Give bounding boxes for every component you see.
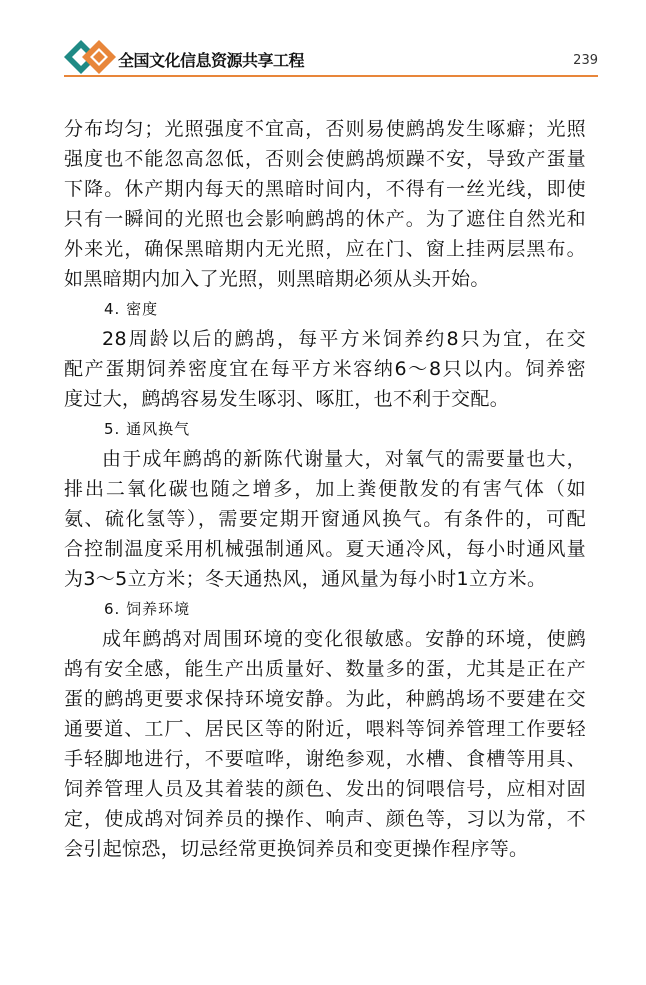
paragraph-line: 排出二氧化碳也随之增多，加上粪便散发的有害气体（如 [64, 478, 586, 500]
paragraph-line: 饲养管理人员及其着装的颜色、发出的饲喂信号，应相对固 [64, 778, 586, 800]
paragraph-line: 强度也不能忽高忽低，否则会使鹧鸪烦躁不安，导致产蛋量 [64, 148, 586, 170]
paragraph-line: 配产蛋期饲养密度宜在每平方米容纳6～8只以内。饲养密 [64, 358, 586, 380]
page-header [0, 0, 646, 80]
paragraph-line: 28周龄以后的鹧鸪，每平方米饲养约8只为宜，在交 [102, 328, 586, 350]
section-heading-density: 4. 密度 [104, 300, 159, 318]
paragraph-line: 如黑暗期内加入了光照，则黑暗期必须从头开始。 [64, 268, 490, 290]
paragraph-line: 成年鹧鸪对周围环境的变化很敏感。安静的环境，使鹧 [102, 628, 586, 650]
paragraph-line: 下降。休产期内每天的黑暗时间内，不得有一丝光线，即使 [64, 178, 586, 200]
paragraph-line: 通要道、工厂、居民区等的附近，喂料等饲养管理工作要轻 [64, 718, 586, 740]
header-title: 全国文化信息资源共享工程 [118, 51, 305, 70]
section-heading-environment: 6. 饲养环境 [104, 600, 191, 618]
paragraph-line: 只有一瞬间的光照也会影响鹧鸪的休产。为了遮住自然光和 [64, 208, 586, 230]
section-heading-ventilation: 5. 通风换气 [104, 420, 191, 438]
paragraph-line: 氨、硫化氢等），需要定期开窗通风换气。有条件的，可配 [64, 508, 586, 530]
page-number: 239 [573, 53, 598, 68]
paragraph-line: 分布均匀；光照强度不宜高，否则易使鹧鸪发生啄癖；光照 [64, 118, 586, 140]
header-divider [64, 75, 598, 77]
paragraph-line: 度过大，鹧鸪容易发生啄羽、啄肛，也不利于交配。 [64, 388, 510, 410]
body-text [64, 114, 586, 864]
paragraph-line: 鸪有安全感，能生产出质量好、数量多的蛋，尤其是正在产 [64, 658, 586, 680]
diamond-logo-icon [64, 40, 118, 74]
paragraph-line: 外来光，确保黑暗期内无光照，应在门、窗上挂两层黑布。 [64, 238, 586, 260]
paragraph-line: 定，使成鸪对饲养员的操作、响声、颜色等，习以为常，不 [64, 808, 586, 830]
paragraph-line: 手轻脚地进行，不要喧哗，谢绝参观，水槽、食槽等用具、 [64, 748, 586, 770]
paragraph-line: 蛋的鹧鸪更要求保持环境安静。为此，种鹧鸪场不要建在交 [64, 688, 586, 710]
paragraph-line: 由于成年鹧鸪的新陈代谢量大，对氧气的需要量也大， [102, 448, 586, 470]
paragraph-line: 为3～5立方米；冬天通热风，通风量为每小时1立方米。 [64, 568, 547, 590]
paragraph-line: 合控制温度采用机械强制通风。夏天通冷风，每小时通风量 [64, 538, 586, 560]
paragraph-line: 会引起惊恐，切忌经常更换饲养员和变更操作程序等。 [64, 838, 529, 860]
